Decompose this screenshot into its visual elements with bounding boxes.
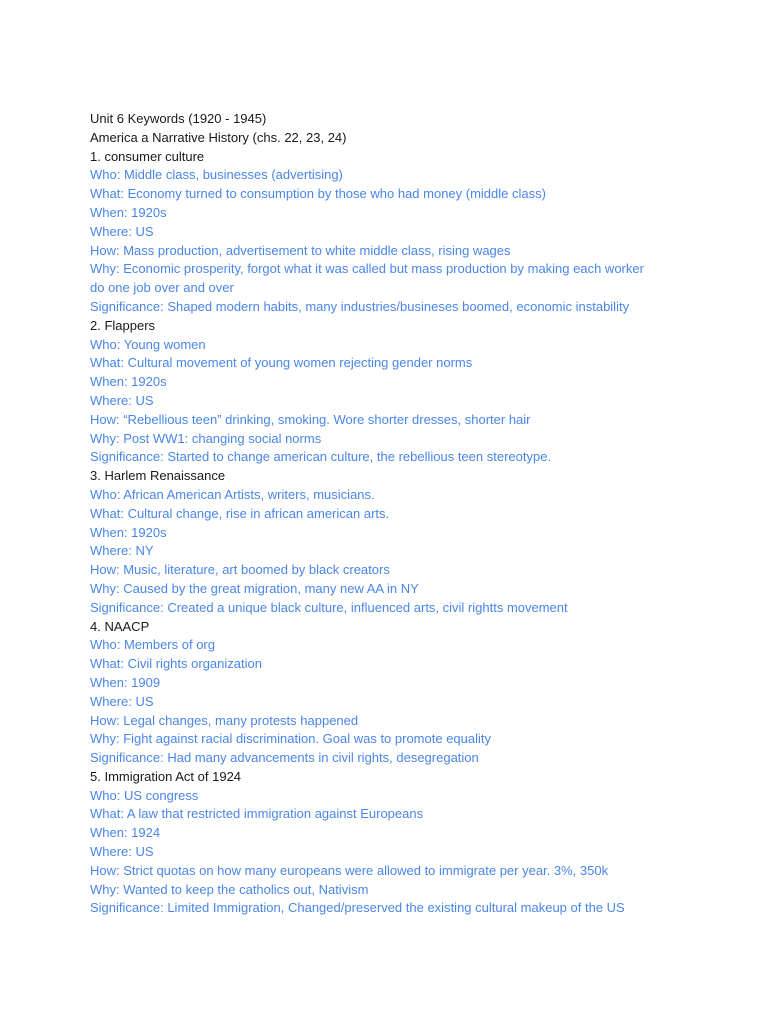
keyword-when: When: 1924 <box>90 825 161 841</box>
keyword-where: Where: US <box>90 844 154 860</box>
keyword-why: Why: Post WW1: changing social norms <box>90 430 322 446</box>
keyword-where: Where: NY <box>90 543 154 559</box>
keyword-where: Where: US <box>90 693 154 709</box>
keyword-what: What: Economy turned to consumption by those who had money (middle class) <box>90 186 546 202</box>
keyword-how: How: Music, literature, art boomed by black creators <box>90 562 390 578</box>
keyword-heading: 5. Immigration Act of 1924 <box>90 768 242 784</box>
keyword-significance: Significance: Shaped modern habits, many industries/busineses boomed, economic instability <box>90 298 630 314</box>
keyword-when: When: 1920s <box>90 374 167 390</box>
keyword-who: Who: Middle class, businesses (advertising) <box>90 167 343 183</box>
keyword-entry <box>90 618 690 768</box>
keyword-why: Why: Economic prosperity, forgot what it was called but mass production by making each worker do one job over and over <box>90 261 644 296</box>
keyword-why: Why: Wanted to keep the catholics out, Nativism <box>90 881 369 897</box>
keyword-how: How: Strict quotas on how many europeans were allowed to immigrate per year. 3%, 350k <box>90 862 609 878</box>
keyword-heading: 3. Harlem Renaissance <box>90 468 226 484</box>
keyword-what: What: Cultural movement of young women rejecting gender norms <box>90 355 473 371</box>
keyword-how: How: Legal changes, many protests happened <box>90 712 359 728</box>
keyword-entry <box>90 317 690 467</box>
keyword-heading: 1. consumer culture <box>90 148 205 164</box>
keyword-where: Where: US <box>90 392 154 408</box>
keyword-who: Who: African American Artists, writers, musicians. <box>90 486 375 502</box>
keyword-how: How: Mass production, advertisement to white middle class, rising wages <box>90 242 511 258</box>
keyword-where: Where: US <box>90 223 154 239</box>
document-title: Unit 6 Keywords (1920 - 1945) <box>90 111 267 126</box>
keyword-when: When: 1920s <box>90 204 167 220</box>
keyword-what: What: A law that restricted immigration against Europeans <box>90 806 424 822</box>
keyword-what: What: Cultural change, rise in african american arts. <box>90 505 390 521</box>
keyword-when: When: 1920s <box>90 524 167 540</box>
keyword-significance: Significance: Had many advancements in civil rights, desegregation <box>90 750 479 766</box>
document-body <box>90 110 690 918</box>
keyword-how: How: “Rebellious teen” drinking, smoking. Wore shorter dresses, shorter hair <box>90 411 531 427</box>
keyword-who: Who: US congress <box>90 787 199 803</box>
keyword-why: Why: Fight against racial discrimination. Goal was to promote equality <box>90 731 492 747</box>
keyword-heading: 4. NAACP <box>90 618 150 634</box>
keyword-heading: 2. Flappers <box>90 317 156 333</box>
keyword-why: Why: Caused by the great migration, many new AA in NY <box>90 580 419 596</box>
keyword-who: Who: Young women <box>90 336 206 352</box>
keyword-when: When: 1909 <box>90 674 161 690</box>
keyword-what: What: Civil rights organization <box>90 656 262 672</box>
keyword-significance: Significance: Started to change american culture, the rebellious teen stereotype. <box>90 449 552 465</box>
keyword-who: Who: Members of org <box>90 637 215 653</box>
keyword-entry <box>90 148 690 317</box>
keyword-significance: Significance: Created a unique black culture, influenced arts, civil rightts movement <box>90 599 568 615</box>
keyword-significance: Significance: Limited Immigration, Changed/preserved the existing cultural makeup of the US <box>90 900 625 916</box>
keyword-entry <box>90 467 690 617</box>
keyword-entry <box>90 768 690 918</box>
document-subtitle: America a Narrative History (chs. 22, 23, 24) <box>90 129 347 145</box>
